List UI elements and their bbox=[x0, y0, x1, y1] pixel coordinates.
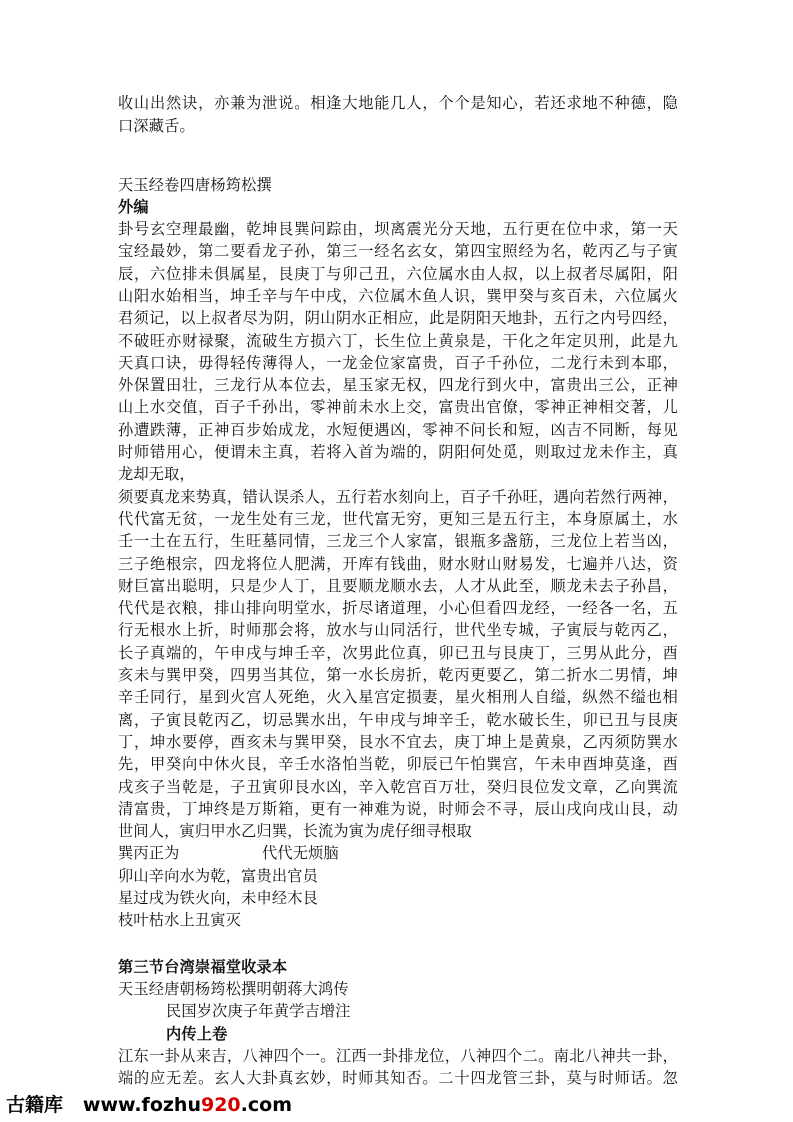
verse-line: 卯山辛向水为乾，富贵出官员 bbox=[118, 866, 319, 885]
body-line: 辛壬同行，星到火宫人死绝，火入星宫定损妻，星火相刑人自缢，纵然不缢也相 bbox=[118, 688, 678, 707]
body-line: 龙却无取， bbox=[118, 465, 195, 484]
body-line: 亥未与巽甲癸，四男当其位，第一水长房折，乾丙更要乙，第二折水二男情，坤 bbox=[118, 666, 678, 684]
section-byline: 民国岁次庚子年黄学吉增注 bbox=[166, 1002, 351, 1021]
section-heading: 第三节台湾崇福堂收录本 bbox=[118, 957, 288, 976]
body-line: 长子真端的，午申戌与坤壬辛，次男此位真，卯已丑与艮庚丁，三男从此分，酉 bbox=[118, 643, 678, 662]
body-line: 时师错用心，便谓未主真，若将入首为端的，阴阳何处觅，则取过龙未作主，真 bbox=[118, 443, 678, 461]
body-line: 山阳水始相当，坤壬辛与午中戌，六位属木鱼人识，巽甲癸与亥百未，六位属火 bbox=[118, 286, 678, 305]
body-line: 离，子寅艮乾丙乙，切忌巽水出，午申戌与坤辛壬，乾水破长生，卯已丑与艮庚 bbox=[118, 710, 678, 729]
verse-line: 巽丙正为 bbox=[118, 844, 180, 863]
section-title: 天玉经卷四唐杨筠松撰 bbox=[118, 176, 272, 194]
intro-line: 收山出然诀，亦兼为泄说。相逢大地能几人，个个是知心，若还求地不种德，隐 bbox=[118, 94, 678, 112]
body-line: 君须记，以上叔者尽为阴，阴山阴水正相应，此是阴阳天地卦，五行之内号四经， bbox=[118, 309, 678, 328]
site-name: 古籍库 bbox=[6, 1094, 64, 1116]
body-line: 天真口诀，毋得轻传薄得人，一龙金位家富贵，百子千孙位，二龙行未到本耶， bbox=[118, 353, 678, 372]
body-line: 财巨富出聪明，只是少人丁，且要顺龙顺水去，人才从此至，顺龙未去子孙昌， bbox=[118, 576, 678, 595]
site-watermark bbox=[6, 1090, 292, 1117]
body-line: 世间人，寅归甲水乙归巽，长流为寅为虎仔细寻根取 bbox=[118, 822, 472, 841]
body-line: 丁，坤水要停，酉亥未与巽甲癸，艮水不宜去，庚丁坤上是黄泉，乙丙须防巽水 bbox=[118, 732, 678, 751]
body-line: 须要真龙来势真，错认误杀人，五行若水刻向上，百子千孙旺，遇向若然行两神， bbox=[118, 487, 678, 506]
site-url-number: 920 bbox=[200, 1094, 241, 1116]
body-line: 代代富无贫，一龙生处有三龙，世代富无穷，更知三是五行主，本身原属土，水 bbox=[118, 509, 678, 528]
body-line: 端的应无差。玄人大卦真玄妙，时师其知否。二十四龙管三卦，莫与时师话。忽 bbox=[118, 1069, 678, 1088]
body-line: 代代是衣粮，排山排向明堂水，折尽诸道理，小心但看四龙经，一经各一名，五 bbox=[118, 599, 678, 618]
section-subtitle: 外编 bbox=[118, 198, 149, 216]
verse-line: 代代无烦脑 bbox=[262, 844, 339, 863]
body-line: 江东一卦从来吉，八神四个一。江西一卦排龙位，八神四个二。南北八神共一卦， bbox=[118, 1046, 678, 1065]
body-line: 山上水交值，百子千孙出，零神前未水上交，富贵出官僚，零神正神相交著，儿 bbox=[118, 398, 678, 417]
body-line: 清富贵，丁坤终是万斯箱，更有一神难为说，时师会不寻，辰山戌向戌山艮，动 bbox=[118, 799, 678, 818]
body-line: 宝经最妙，第二要看龙子孙，第三一经名玄女，第四宝照经为名，乾丙乙与子寅 bbox=[118, 242, 678, 261]
body-line: 孙遭跌薄，正神百步始成龙，水短便遇凶，零神不问长和短，凶吉不同断，每见 bbox=[118, 420, 678, 439]
site-url-prefix: www.fozhu bbox=[82, 1094, 201, 1116]
verse-line: 枝叶枯水上丑寅灭 bbox=[118, 911, 242, 930]
body-line: 三子绝根宗，四龙将位人肥满，开库有钱曲，财水财山财易发，七遍并八达，资 bbox=[118, 554, 678, 573]
body-line: 辰，六位排未俱属星，艮庚丁与卯己丑，六位属水由人叔，以上叔者尽属阳，阳 bbox=[118, 264, 678, 283]
section-byline: 天玉经唐朝杨筠松撰明朝蒋大鸿传 bbox=[118, 979, 349, 998]
body-line: 戌亥子当乾是，子丑寅卯艮水凶，辛入乾宫百万壮，癸归艮位发文章，乙向巽流 bbox=[118, 777, 678, 796]
section-subheading: 内传上卷 bbox=[166, 1024, 228, 1043]
body-line: 壬一土在五行，生旺墓同情，三龙三个人家富，银瓶多盏筋，三龙位上若当凶， bbox=[118, 532, 678, 551]
intro-line: 口深藏舌。 bbox=[118, 117, 195, 135]
verse-line: 星过戌为铁火向，未申经木艮 bbox=[118, 889, 319, 907]
body-line: 外保置田壮，三龙行从本位去，星玉家无权，四龙行到火中，富贵出三公，正神 bbox=[118, 376, 678, 395]
body-line: 不破旺亦财禄聚，流破生方损六丁，长生位上黄泉是，干化之年定贝刑，此是九 bbox=[118, 331, 678, 350]
body-line: 行无根水上折，时师那会将，放水与山同活行，世代坐专城，子寅辰与乾丙乙， bbox=[118, 621, 678, 640]
site-url-suffix: .com bbox=[240, 1094, 292, 1116]
body-line: 卦号玄空理最幽，乾坤艮巽问踪由，坝离震光分天地，五行更在位中求，第一天 bbox=[118, 220, 678, 238]
body-line: 先，甲癸向中休火艮，辛壬水洛怕当乾，卯辰已午怕巽宫，午未申酉坤莫逢，酉 bbox=[118, 755, 678, 774]
